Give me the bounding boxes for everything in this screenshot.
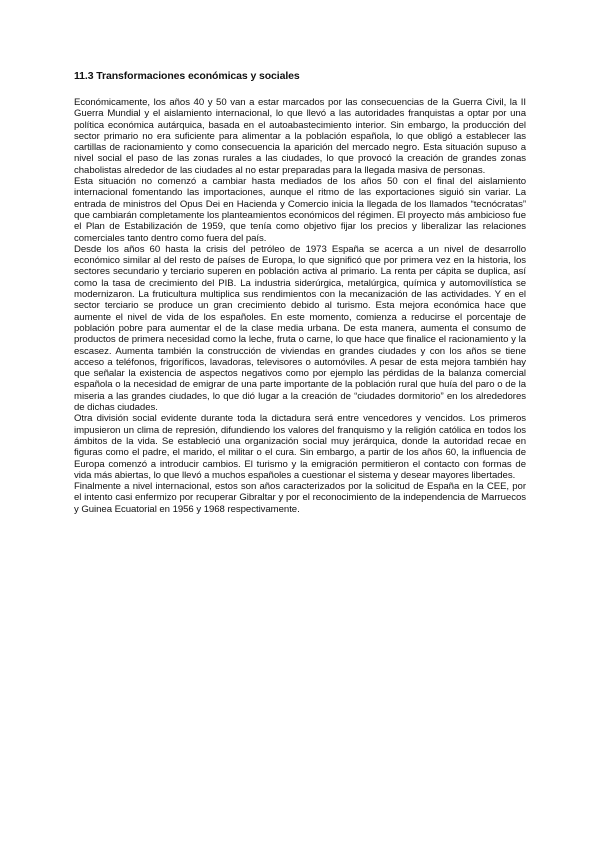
section-heading: 11.3 Transformaciones económicas y sociales (74, 70, 300, 82)
paragraph-60s-development: Desde los años 60 hasta la crisis del petróleo de 1973 España se acerca a un nivel de desarrollo económico similar al del resto de países de Europa, lo que significó que por primera vez en la historia, los sectores secundario y terciario superen en población activa al primario. La renta per cápita se duplica, así como la tasa de crecimiento del PIB. La industria siderúrgica, metalúrgica, química y automovilística se modernizaron. La fruticultura multiplica sus rendimientos con la mecanización de las actividades. Y en el sector terciario se produce un gran crecimiento debido al turismo. Esta mejora económica hace que aumente el nivel de vida de los españoles. En este momento, comienza a reducirse el porcentaje de población pobre para aumentar el de la clase media urbana. De esta manera, aumenta el consumo de productos de primera necesidad como la leche, fruta o carne, lo que hace que finalice el racionamiento y la escasez. Aumenta también la construcción de viviendas en grandes ciudades y con los años se tiene acceso a teléfonos, frigoríficos, lavadoras, televisores o automóviles. A pesar de esta mejora también hay que señalar la existencia de aspectos negativos como por ejemplo las pérdidas de la balanza comercial española o la necesidad de emigrar de una parte importante de la población rural que huía del paro o de la miseria a las grandes ciudades, lo que dió lugar a la creación de “ciudades dormitorio” en los alrededores de dichas ciudades. (74, 243, 526, 414)
paragraph-international: Finalmente a nivel internacional, estos son años caracterizados por la solicitud de España en la CEE, por el intento casi enfermizo por recuperar Gibraltar y por el reconocimiento de la independencia de Marruecos y Guinea Ecuatorial en 1956 y 1968 respectivamente. (74, 481, 526, 515)
paragraph-mid-50s-change: Esta situación no comenzó a cambiar hasta mediados de los años 50 con el final del aislamiento internacional fomentando las importaciones, aunque el ritmo de las exportaciones siguió sin variar. La entrada de ministros del Opus Dei en Hacienda y Comercio inicia la llegada de los llamados “tecnócratas” que cambiarán completamente los planteamientos económicos del régimen. El proyecto más ambicioso fue el Plan de Estabilización de 1959, que tenía como objetivo fijar los precios y liberalizar las relaciones comerciales tanto dentro como fuera del país. (74, 176, 527, 244)
document-page (74, 70, 526, 515)
paragraph-economy-40s-50s: Económicamente, los años 40 y 50 van a estar marcados por las consecuencias de la Guerra Civil, la II Guerra Mundial y el aislamiento internacional, lo que llevó a las autoridades franquistas a optar por una política económica autárquica, basada en el autoabastecimiento interior. Sin embargo, la producción del sector primario no era suficiente para alimentar a la población española, lo que obligó a establecer las cartillas de racionamiento y como consecuencia la aparición del mercado negro. Esta situación supuso a nivel social el paso de las zonas rurales a las ciudades, lo que provocó la creación de grandes zonas chabolistas alrededor de las ciudades al no estar preparadas para la llegada masiva de personas. (74, 97, 526, 176)
paragraph-social-division: Otra división social evidente durante toda la dictadura será entre vencedores y vencidos. Los primeros impusieron un clima de represión, difundiendo los valores del franquismo y la religión católica en todos los ámbitos de la vida. Se estableció una organización social muy jerárquica, donde la autoridad recae en figuras como el padre, el marido, el militar o el cura. Sin embargo, a partir de los años 60, la influencia de Europa comenzó a introducir cambios. El turismo y la emigración permitieron el contacto con formas de vida más abiertas, lo que llevó a muchos españoles a cuestionar el sistema y desear mayores libertades. (74, 413, 526, 481)
